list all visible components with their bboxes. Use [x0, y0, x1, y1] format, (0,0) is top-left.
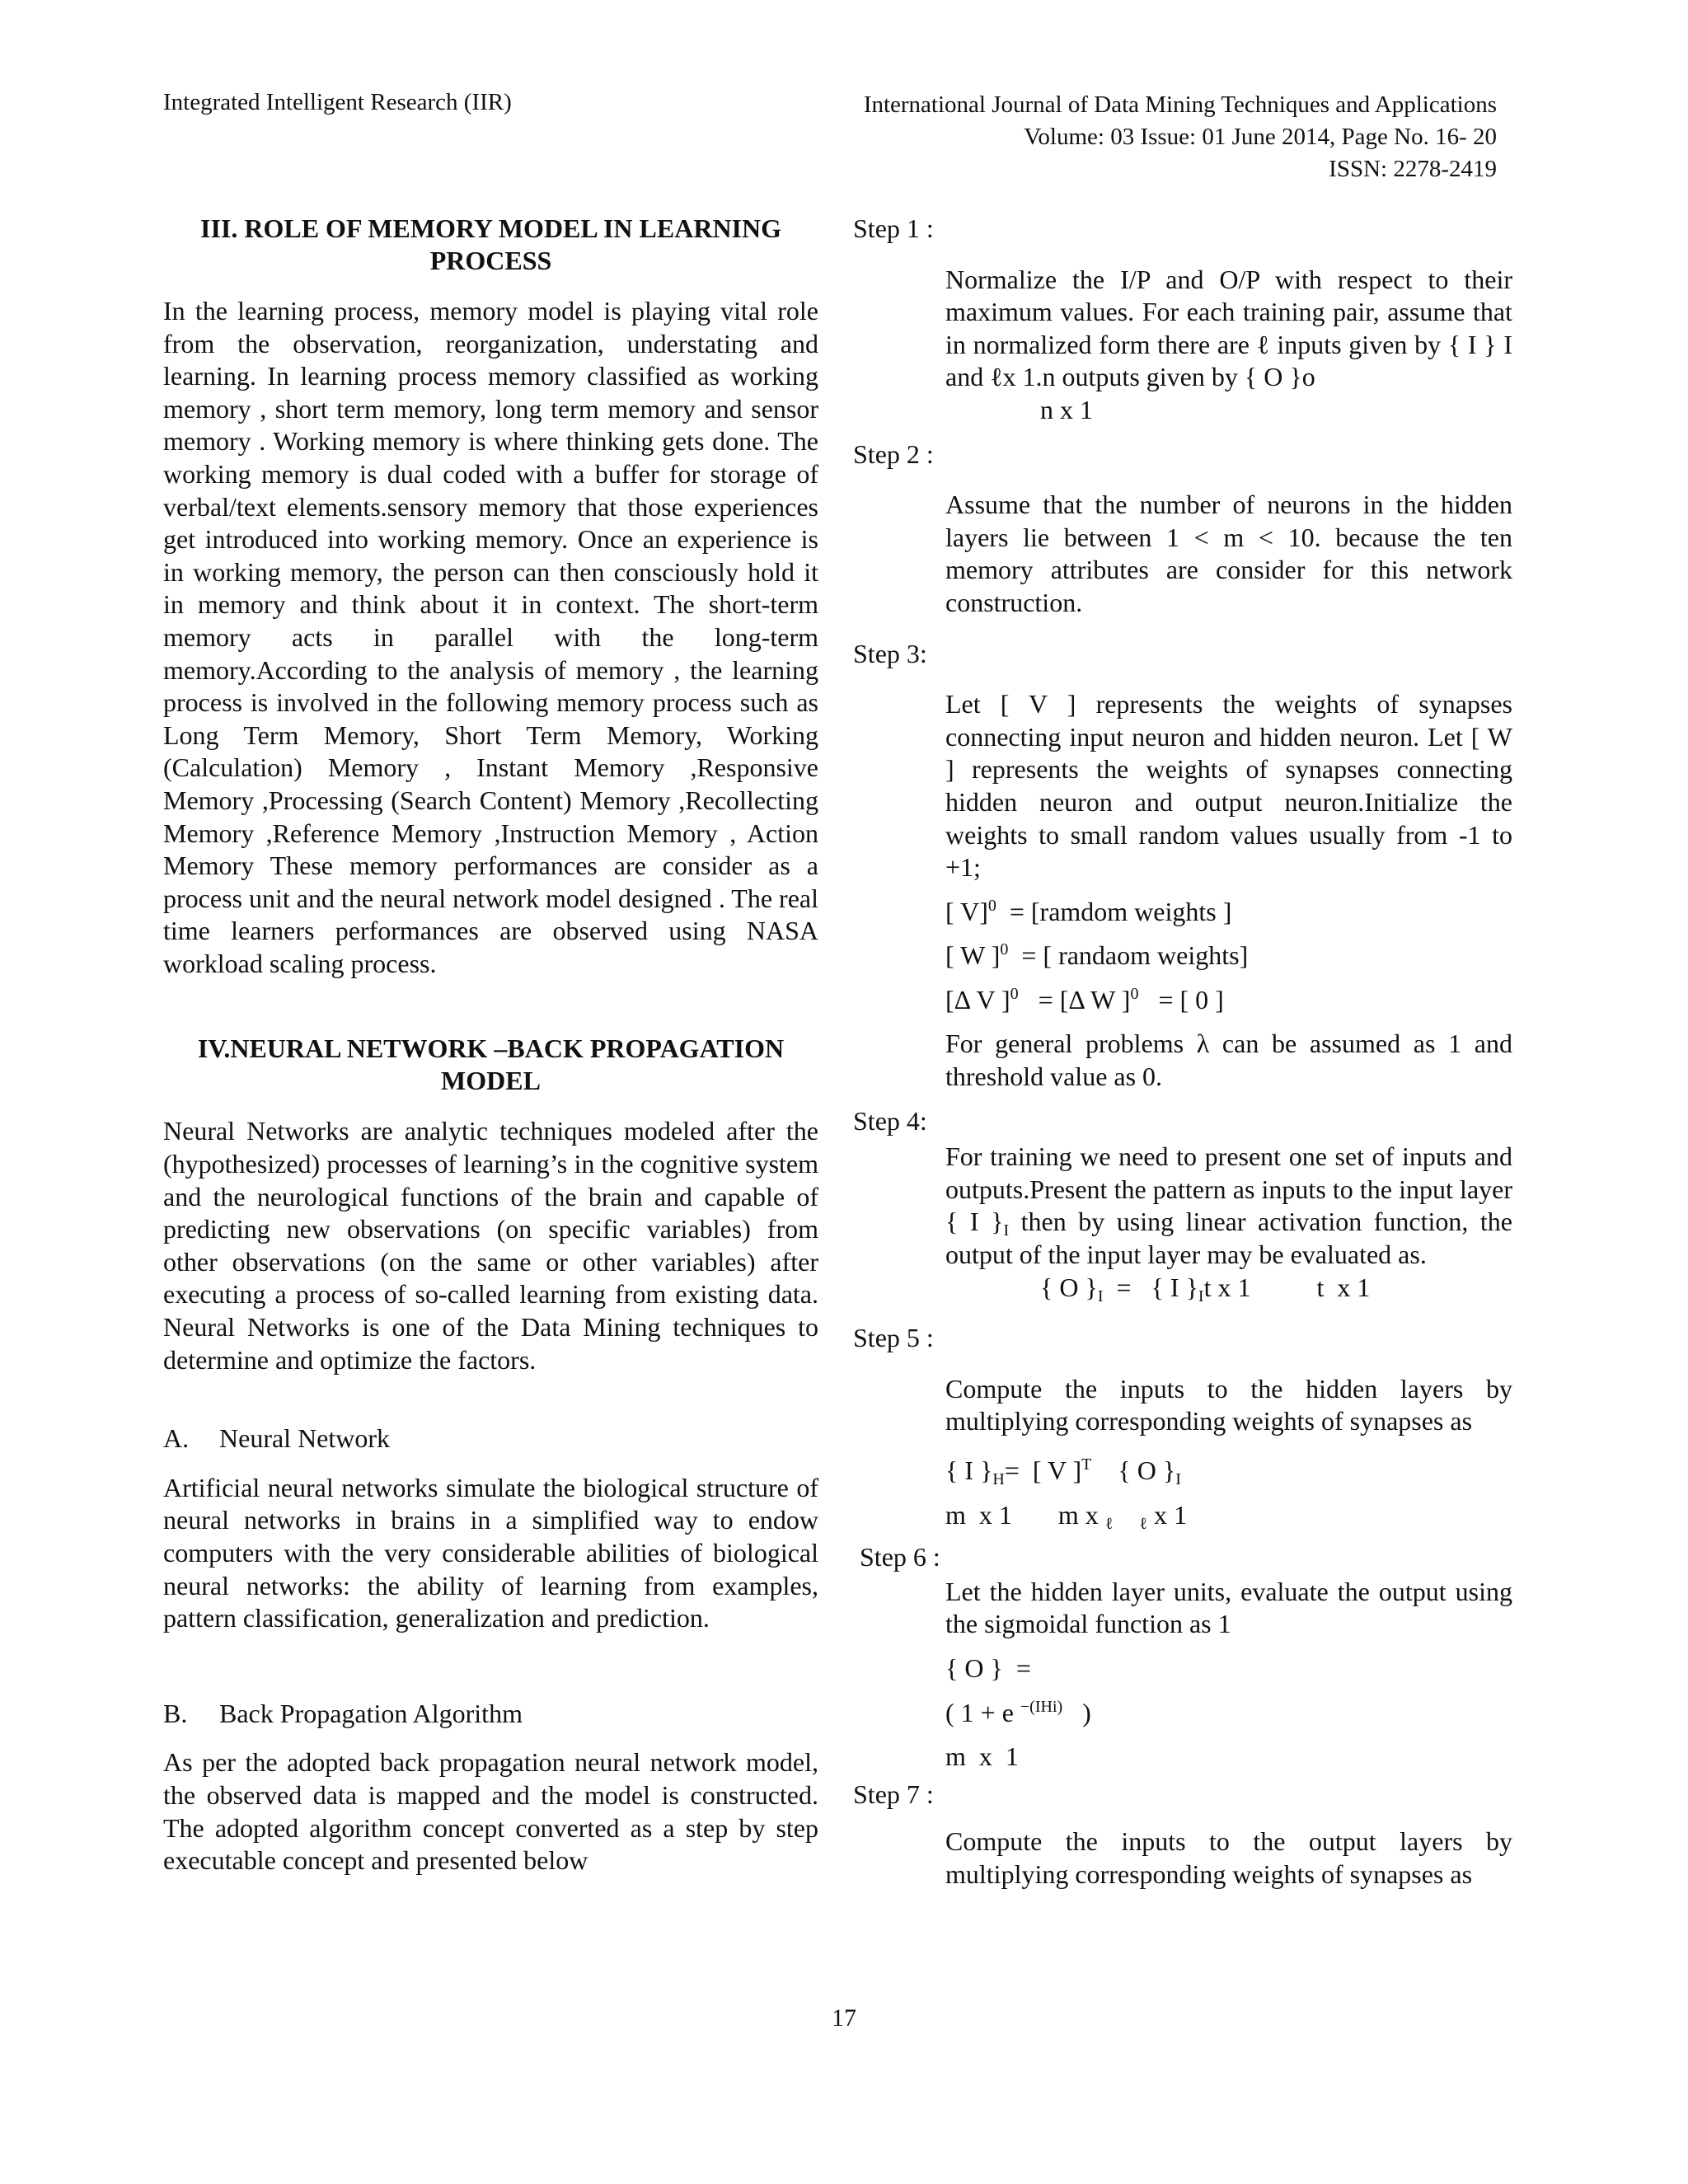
subsection-b-title: Back Propagation Algorithm — [219, 1698, 523, 1728]
volume-issue: Volume: 03 Issue: 01 June 2014, Page No. 16- 20 — [1024, 124, 1497, 150]
step-6-body — [945, 1576, 1512, 1774]
step-1-equation: n x 1 — [1040, 394, 1093, 424]
step-6-equation-1: { O } = — [945, 1652, 1031, 1683]
subsection-a-label: A. — [163, 1423, 190, 1454]
step-4-text: For training we need to present one set of inputs and outputs.Present the pattern as inputs to the input layer { I }I then by using linear activation function, the output of the input layer may be evaluated as. — [945, 1141, 1513, 1270]
issn: ISSN: 2278-2419 — [1329, 156, 1497, 182]
step-3-equation-3: [Δ V ]$^0$ = [Δ W ]$^0$ = [ 0 ] — [945, 984, 1224, 1015]
step-6-text: Let the hidden layer units, evaluate the output using the sigmoidal function as 1 — [945, 1576, 1512, 1639]
step-3-text: Let [ V ] represents the weights of synapses connecting input neuron and hidden neuron. Let [ W ] represents the weights of synapses connecting hidden neuron and output neuron.Initialize the weights to small random values usually from -1 to +1; — [945, 689, 1512, 883]
step-3-label: Step 3: — [853, 638, 927, 668]
step-1-text: Normalize the I/P and O/P with respect to their maximum values. For each training pair, assume that in normalized form there are ℓ inputs given by { I } I and ℓx 1.n outputs given by { O }o — [945, 264, 1512, 392]
subsection-b-heading — [163, 1698, 818, 1731]
right-column — [853, 213, 1512, 1891]
step-1-label: Step 1 : — [853, 213, 934, 243]
running-header-left: Integrated Intelligent Research (IIR) — [163, 89, 512, 115]
step-7-label: Step 7 : — [853, 1779, 934, 1809]
subsection-a-title: Neural Network — [219, 1423, 391, 1454]
left-column — [163, 213, 818, 1877]
step-5-equation-1: { I }H= [ V ]$^T$ { O }I — [945, 1455, 1181, 1488]
subsection-a-paragraph: Artificial neural networks simulate the biological structure of neural networks in brains in a simplified way to endow computers with the very considerable abilities of biological neural networks: the ability of learning from examples, pattern classification, generalization and prediction. — [163, 1472, 818, 1633]
running-header-right — [864, 89, 1497, 185]
step-2-label: Step 2 : — [853, 438, 934, 469]
section-4-title — [163, 1033, 818, 1097]
section-4-paragraph: Neural Networks are analytic techniques modeled after the (hypothesized) processes of learning’s in the cognitive system and the neurological functions of the brain and capable of predicting new observations (on specific variables) from other observations (on the same or other variables) after executing a process of so-called learning from existing data. Neural Networks is one of the Data Mining techniques to determine and optimize the factors. — [163, 1116, 818, 1375]
step-6-label: Step 6 : — [860, 1542, 940, 1572]
step-7-body — [945, 1825, 1512, 1891]
step-3-body — [945, 688, 1512, 1094]
step-4-label: Step 4: — [853, 1105, 927, 1136]
page-number: 17 — [832, 2004, 856, 2032]
section-4-title-line1: IV.NEURAL NETWORK –BACK PROPAGATION — [197, 1033, 785, 1064]
subsection-a-heading — [163, 1422, 818, 1455]
step-4-equation: { O }I = { I }It x 1 t x 1 — [1040, 1272, 1371, 1305]
section-4-title-line2: MODEL — [441, 1066, 541, 1096]
journal-name: International Journal of Data Mining Techniques and Applications — [863, 91, 1497, 118]
section-3-title — [163, 213, 818, 277]
step-2-body — [945, 489, 1512, 619]
step-5-text: Compute the inputs to the hidden layers by multiplying corresponding weights of synapses as — [945, 1373, 1512, 1436]
step-4-body — [945, 1141, 1512, 1304]
step-5-equation-2: m x 1 m x ℓ ℓ x 1 — [945, 1499, 1187, 1533]
step-5-body — [945, 1373, 1512, 1531]
step-3-note: For general problems λ can be assumed as 1 and threshold value as 0. — [945, 1029, 1512, 1092]
step-7-text: Compute the inputs to the output layers by multiplying corresponding weights of synapses as — [945, 1826, 1512, 1889]
step-6-equation-2: ( 1 + e $^{-(IHi)}$ ) — [945, 1697, 1091, 1727]
subsection-b-paragraph: As per the adopted back propagation neural network model, the observed data is mapped and the model is constructed. The adopted algorithm concept converted as a step by step executable concept and presented below — [163, 1747, 818, 1876]
step-1-body — [945, 264, 1512, 427]
step-3-equation-2: [ W ]$^0$ = [ randaom weights] — [945, 940, 1249, 971]
step-2-text: Assume that the number of neurons in the hidden layers lie between 1 < m < 10. because the ten memory attributes are consider for this network construction. — [945, 490, 1512, 617]
section-3-paragraph: In the learning process, memory model is playing vital role from the observation, reorganization, understating and learning. In learning process memory classified as working memory , short term memory, long term memory and sensor memory . Working memory is where thinking gets done. The working memory is dual coded with a buffer for storage of verbal/text elements.sensory memory that those experiences get introduced into working memory. Once an experience is in working memory, the person can then consciously hold it in memory and think about it in context. The short-term memory acts in parallel with the long-term memory.According to the analysis of memory , the learning process is involved in the following memory process such as Long Term Memory, Short Term Memory, Working (Calculation) Memory , Instant Memory ,Responsive Memory ,Processing (Search Content) Memory ,Recollecting Memory ,Reference Memory ,Instruction Memory , Action Memory These memory performances are consider as a process unit and the neural network model designed . The real time learners performances are observed using NASA workload scaling process. — [163, 296, 818, 978]
step-5-label: Step 5 : — [853, 1323, 934, 1353]
section-3-title-line2: PROCESS — [429, 246, 552, 275]
subsection-b-label: B. — [163, 1698, 188, 1728]
step-6-equation-3: m x 1 — [945, 1741, 1019, 1772]
step-3-equation-1: [ V]$^0$ = [ramdom weights ] — [945, 896, 1232, 926]
section-3-title-line1: III. ROLE OF MEMORY MODEL IN LEARNING — [200, 213, 781, 243]
